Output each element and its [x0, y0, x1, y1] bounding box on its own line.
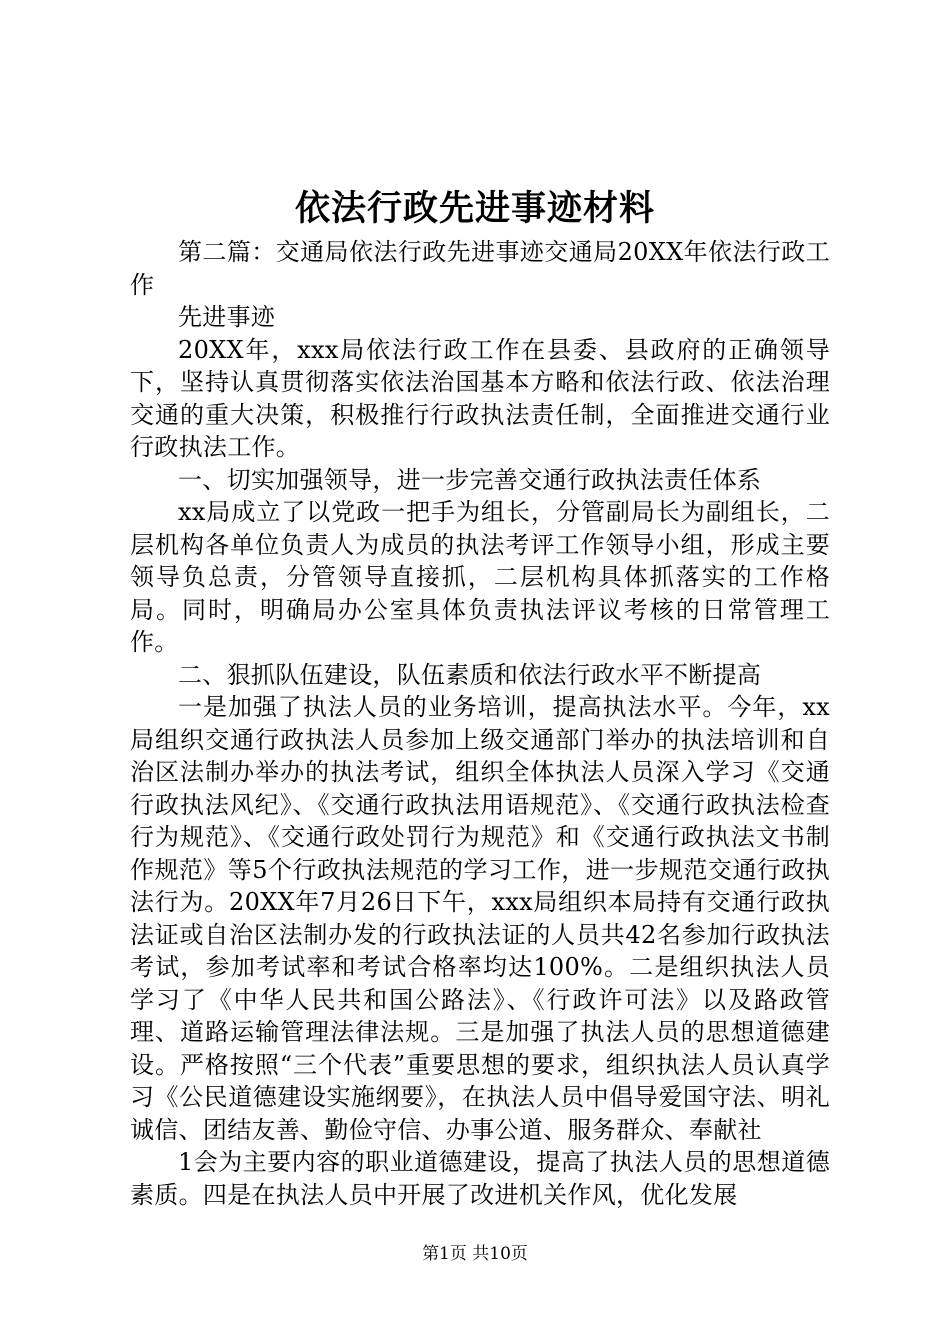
document-title: 依法行政先进事迹材料 — [294, 188, 655, 229]
page-number-footer: 第1页 共10页 — [422, 1244, 528, 1264]
section-heading: 一、切实加强领导，进一步完善交通行政执法责任体系 — [178, 465, 762, 494]
paragraph: 20XX年，xxx局依法行政工作在县委、县政府的正确领导下，坚持认真贯彻落实依法治国基本方略和依法行政、依法治理交通的重大决策，积极推行行政执法责任制，全面推进交通行业行政执法工作。 — [130, 335, 830, 461]
paragraph: 1会为主要内容的职业道德建设，提高了执法人员的思想道德素质。四是在执法人员中开展了改进机关作风，优化发展 — [130, 1148, 830, 1209]
paragraph: 第二篇：交通局依法行政先进事迹交通局20XX年依法行政工作 — [130, 238, 830, 299]
section-heading: 二、狠抓队伍建设，队伍素质和依法行政水平不断提高 — [178, 660, 762, 689]
paragraph: xx局成立了以党政一把手为组长，分管副局长为副组长，二层机构各单位负责人为成员的执法考评工作领导小组，形成主要领导负总责，分管领导直接抓，二层机构具体抓落实的工作格局。同时，明确局办公室具体负责执法评议考核的日常管理工作。 — [130, 498, 830, 656]
paragraph: 先进事迹 — [178, 303, 276, 331]
paragraph: 一是加强了执法人员的业务培训，提高执法水平。今年，xx局组织交通行政执法人员参加上级交通部门举办的执法培训和自治区法制办举办的执法考试，组织全体执法人员深入学习《交通行政执法风纪》、《交通行政执法用语规范》、《交通行政执法检查行为规范》、《交通行政处罚行为规范》和《交通行政执法文书制作规范》等5个行政执法规范的学习工作，进一步规范交通行政执法行为。20XX年7月26日下午，xxx局组织本局持有交通行政执法证或自治区法制办发的行政执法证的人员共42名参加行政执法考试，参加考试率和考试合格率均达100%。二是组织执法人员学习了《中华人民共和国公路法》、《行政许可法》以及路政管理、道路运输管理法律法规。三是加强了执法人员的思想道德建设。严格按照“三个代表”重要思想的要求，组织执法人员认真学习《公民道德建设实施纲要》，在执法人员中倡导爱国守法、明礼诚信、团结友善、勤俭守信、办事公道、服务群众、奉献社 — [130, 693, 830, 1144]
document-body — [130, 236, 830, 1211]
